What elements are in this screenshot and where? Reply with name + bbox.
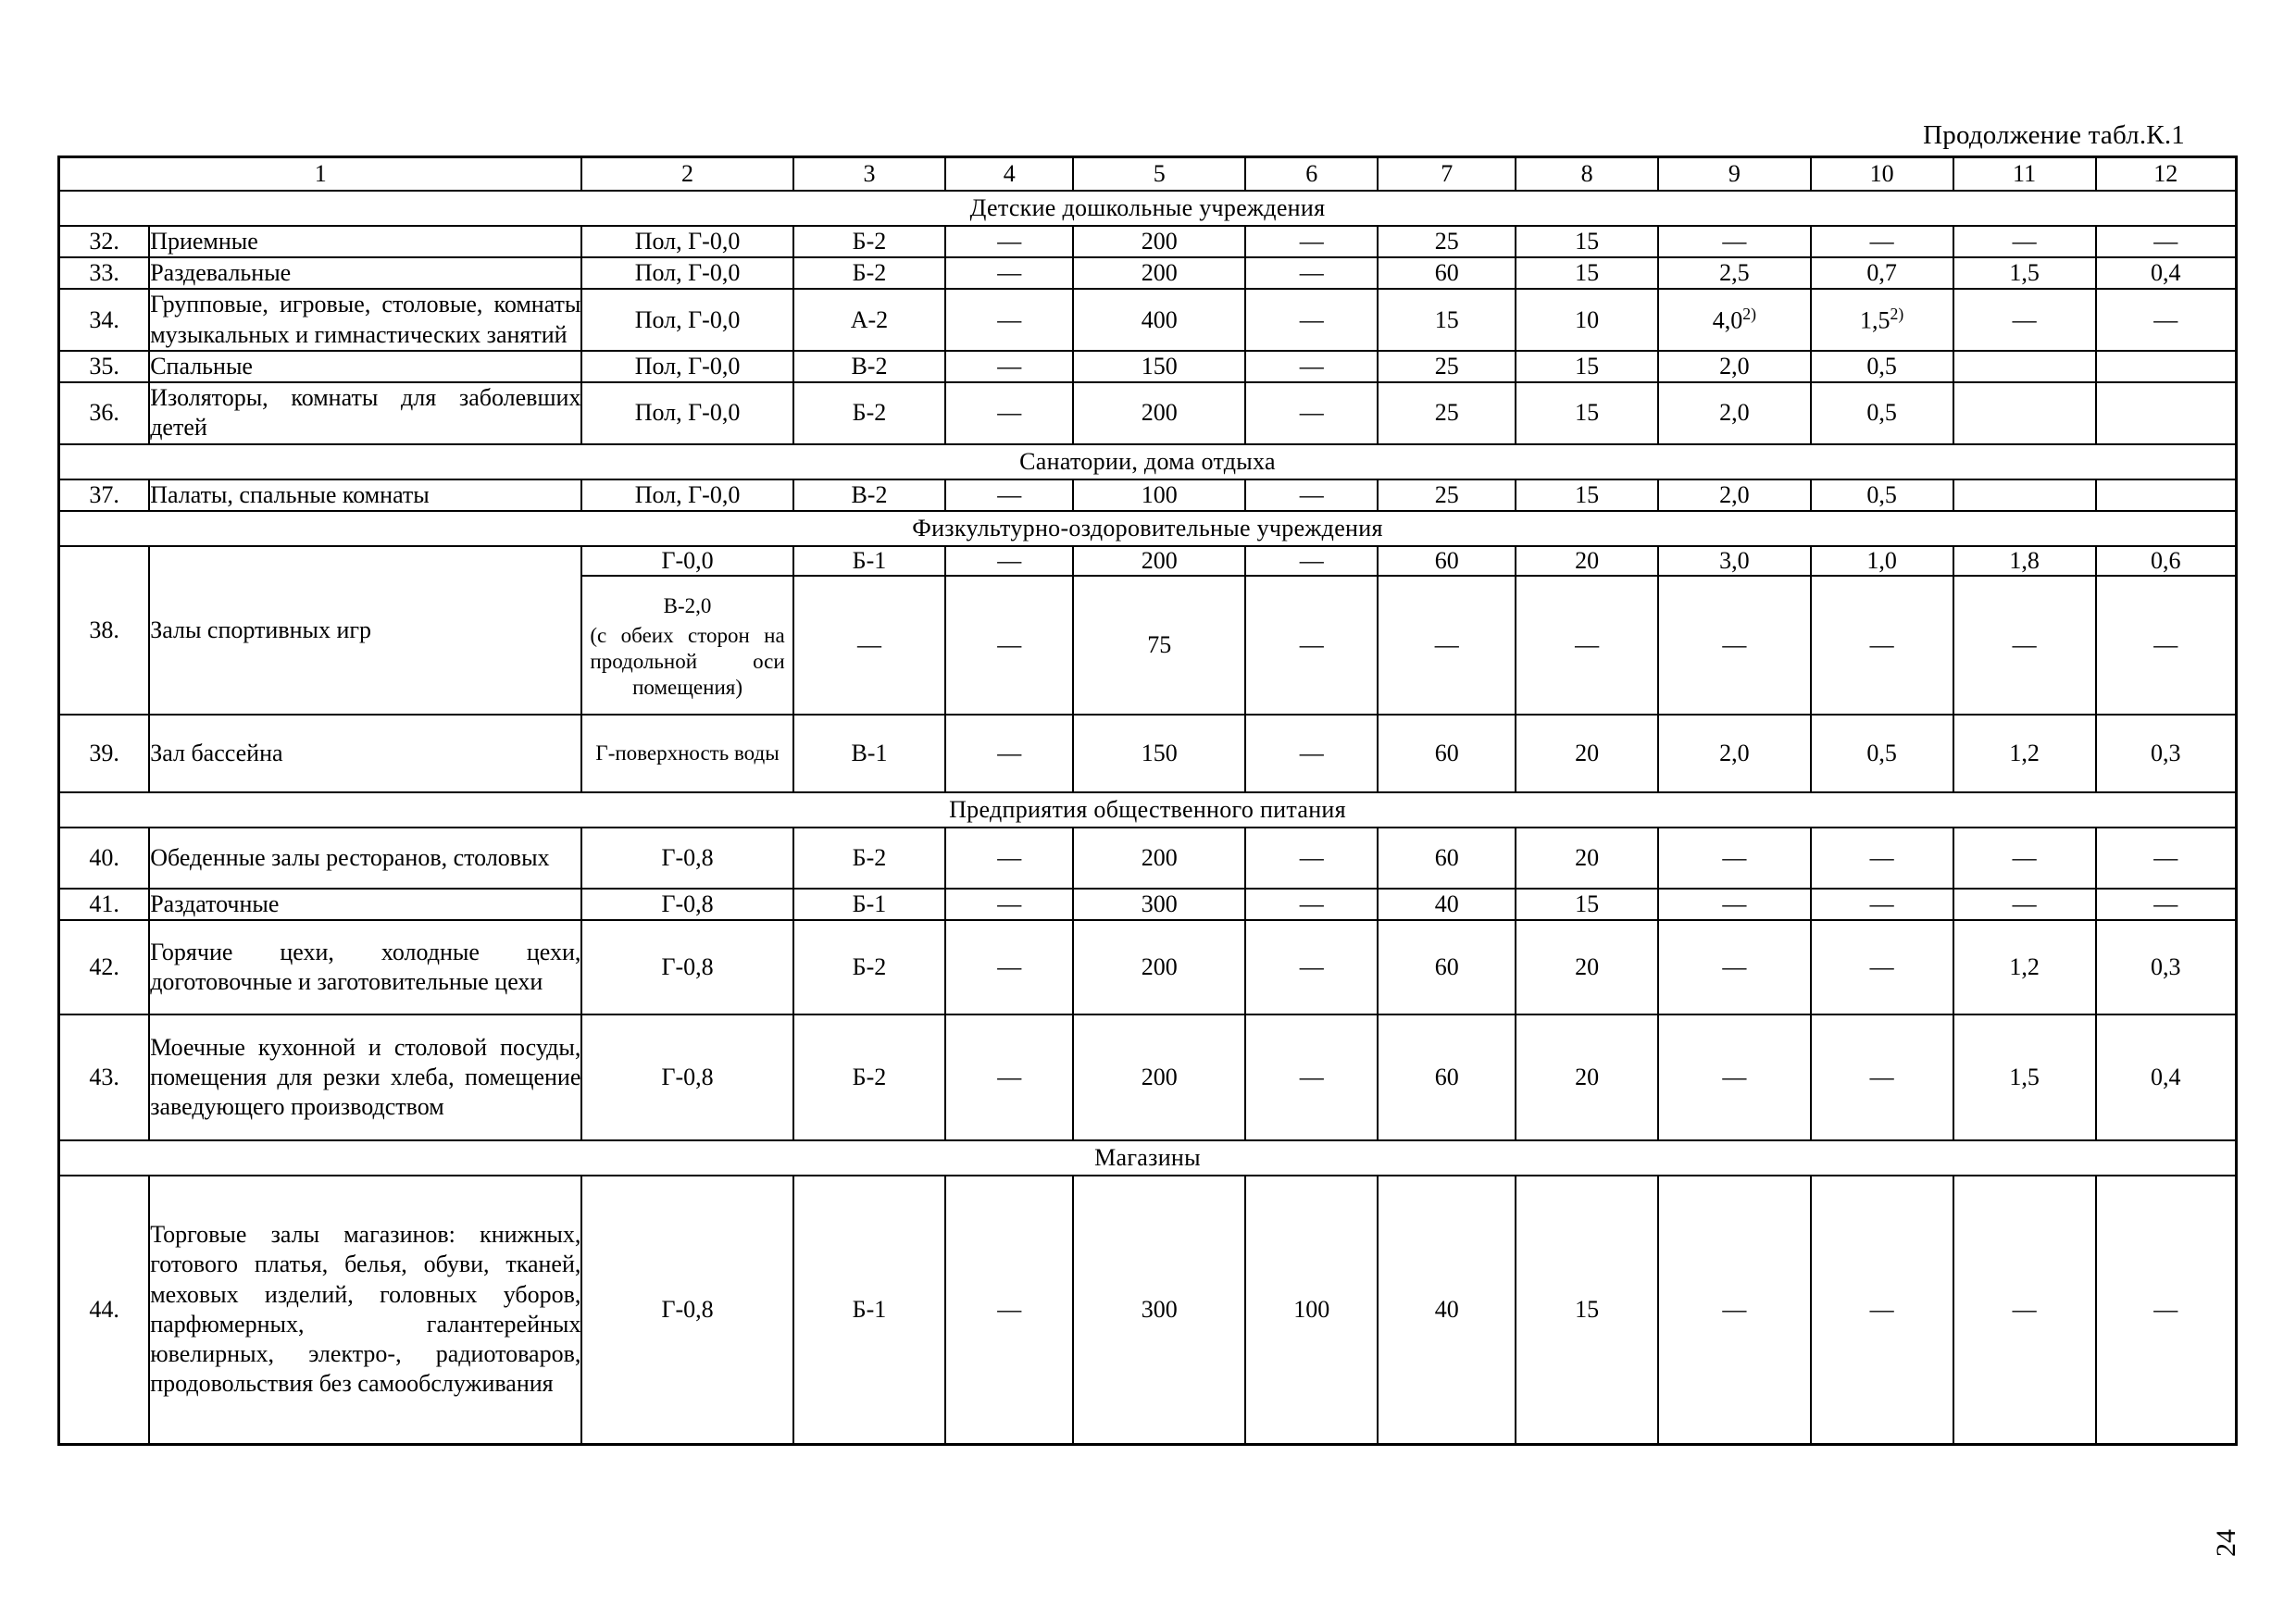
cell-col7: 15	[1378, 289, 1516, 350]
cell-col10: 1,0	[1811, 546, 1953, 576]
cell-col8: —	[1516, 576, 1658, 715]
cell-col7: 60	[1378, 920, 1516, 1014]
table-row	[59, 382, 2237, 443]
cell-col6: —	[1245, 920, 1378, 1014]
cell-col2: Г-0,8	[581, 1014, 792, 1140]
cell-col11: —	[1953, 828, 2096, 889]
header-cell-12: 12	[2096, 157, 2237, 192]
cell-col7: 40	[1378, 1176, 1516, 1444]
cell-col12: —	[2096, 889, 2237, 920]
cell-col7: 60	[1378, 546, 1516, 576]
cell-col4: —	[945, 1176, 1073, 1444]
cell-col8: 15	[1516, 226, 1658, 257]
cell-col5: 200	[1073, 382, 1245, 443]
cell-col12	[2096, 351, 2237, 382]
cell-col11: 1,5	[1953, 257, 2096, 289]
cell-col6: —	[1245, 889, 1378, 920]
cell-col8: 20	[1516, 920, 1658, 1014]
cell-col2: Г-0,8	[581, 920, 792, 1014]
cell-col2: Г-0,8	[581, 889, 792, 920]
cell-col9: —	[1658, 226, 1811, 257]
cell-col6: —	[1245, 1014, 1378, 1140]
header-cell-11: 11	[1953, 157, 2096, 192]
header-cell-10: 10	[1811, 157, 1953, 192]
cell-col6: —	[1245, 226, 1378, 257]
cell-col3: В-1	[793, 715, 946, 792]
cell-col12: 0,3	[2096, 715, 2237, 792]
row-number: 42.	[59, 920, 150, 1014]
row-number: 36.	[59, 382, 150, 443]
cell-col7: 60	[1378, 1014, 1516, 1140]
cell-col6: —	[1245, 828, 1378, 889]
cell-col6: 100	[1245, 1176, 1378, 1444]
cell-col3: —	[793, 576, 946, 715]
cell-col4: —	[945, 382, 1073, 443]
header-cell-4: 4	[945, 157, 1073, 192]
header-cell-9: 9	[1658, 157, 1811, 192]
cell-col10: 0,5	[1811, 715, 1953, 792]
cell-col10: —	[1811, 920, 1953, 1014]
cell-col5: 75	[1073, 576, 1245, 715]
row-name: Изоляторы, комнаты для заболевших детей	[149, 382, 581, 443]
cell-col3: Б-2	[793, 382, 946, 443]
table-row	[59, 226, 2237, 257]
cell-col5: 200	[1073, 1014, 1245, 1140]
cell-col5: 150	[1073, 715, 1245, 792]
row-name: Горячие цехи, холодные цехи, доготовочные и заготовительные цехи	[149, 920, 581, 1014]
cell-col10	[1811, 289, 1953, 350]
cell-col4: —	[945, 351, 1073, 382]
cell-col2: Пол, Г-0,0	[581, 257, 792, 289]
cell-col12: —	[2096, 226, 2237, 257]
cell-col10: —	[1811, 1014, 1953, 1140]
header-cell-6: 6	[1245, 157, 1378, 192]
cell-col11	[1953, 479, 2096, 511]
header-cell-5: 5	[1073, 157, 1245, 192]
cell-col10: —	[1811, 226, 1953, 257]
cell-col6: —	[1245, 351, 1378, 382]
row-name: Палаты, спальные комнаты	[149, 479, 581, 511]
cell-col7: 25	[1378, 382, 1516, 443]
cell-col12: —	[2096, 576, 2237, 715]
cell-col12: 0,4	[2096, 257, 2237, 289]
cell-col4: —	[945, 546, 1073, 576]
cell-col2: Пол, Г-0,0	[581, 289, 792, 350]
cell-col12: —	[2096, 289, 2237, 350]
cell-col9: 2,0	[1658, 479, 1811, 511]
cell-col6: —	[1245, 257, 1378, 289]
cell-col10-footnote: 2)	[1890, 305, 1904, 324]
cell-col10: —	[1811, 576, 1953, 715]
cell-col2: Г-поверхность воды	[581, 715, 792, 792]
cell-col12: 0,4	[2096, 1014, 2237, 1140]
cell-col9: 3,0	[1658, 546, 1811, 576]
cell-col10-value: 1,5	[1860, 307, 1890, 335]
cell-col7: —	[1378, 576, 1516, 715]
cell-col3: Б-1	[793, 1176, 946, 1444]
cell-col8: 20	[1516, 828, 1658, 889]
cell-col12	[2096, 382, 2237, 443]
row-name: Приемные	[149, 226, 581, 257]
cell-col6: —	[1245, 289, 1378, 350]
cell-col4: —	[945, 479, 1073, 511]
header-cell-8: 8	[1516, 157, 1658, 192]
cell-col7: 60	[1378, 257, 1516, 289]
cell-col3: Б-2	[793, 1014, 946, 1140]
cell-col9-value: 4,0	[1712, 307, 1743, 335]
cell-col6: —	[1245, 576, 1378, 715]
cell-col9: —	[1658, 920, 1811, 1014]
cell-col4: —	[945, 715, 1073, 792]
cell-col8: 20	[1516, 715, 1658, 792]
section-header-row	[59, 191, 2237, 226]
cell-col9-footnote: 2)	[1742, 305, 1756, 324]
continuation-label: Продолжение табл.К.1	[1923, 120, 2185, 150]
cell-col5: 400	[1073, 289, 1245, 350]
cell-col10: 0,5	[1811, 382, 1953, 443]
cell-col5: 300	[1073, 1176, 1245, 1444]
table-row	[59, 546, 2237, 576]
cell-col10: 0,5	[1811, 479, 1953, 511]
section-header-row	[59, 511, 2237, 546]
cell-col3: Б-1	[793, 889, 946, 920]
row-name: Залы спортивных игр	[149, 546, 581, 715]
row-number: 43.	[59, 1014, 150, 1140]
row-number: 34.	[59, 289, 150, 350]
cell-col2: Г-0,8	[581, 828, 792, 889]
cell-col6: —	[1245, 546, 1378, 576]
cell-col4: —	[945, 257, 1073, 289]
cell-col7: 25	[1378, 479, 1516, 511]
cell-col11: —	[1953, 1176, 2096, 1444]
cell-col9: 2,5	[1658, 257, 1811, 289]
row-number: 40.	[59, 828, 150, 889]
cell-col5: 100	[1073, 479, 1245, 511]
cell-col4: —	[945, 289, 1073, 350]
table-row	[59, 351, 2237, 382]
cell-col8: 15	[1516, 257, 1658, 289]
table-row	[59, 828, 2237, 889]
row-number: 39.	[59, 715, 150, 792]
cell-col8: 10	[1516, 289, 1658, 350]
row-number: 37.	[59, 479, 150, 511]
cell-col10: —	[1811, 1176, 1953, 1444]
cell-col9: 2,0	[1658, 351, 1811, 382]
table-header-row	[59, 157, 2237, 192]
cell-col3: Б-2	[793, 828, 946, 889]
cell-col5: 200	[1073, 920, 1245, 1014]
cell-col3: Б-1	[793, 546, 946, 576]
cell-col8: 20	[1516, 1014, 1658, 1140]
cell-col2-compound	[581, 576, 792, 715]
cell-col11	[1953, 351, 2096, 382]
cell-col5: 300	[1073, 889, 1245, 920]
cell-col4: —	[945, 226, 1073, 257]
cell-col5: 200	[1073, 546, 1245, 576]
cell-col12: —	[2096, 1176, 2237, 1444]
table-row	[59, 889, 2237, 920]
cell-col6: —	[1245, 382, 1378, 443]
cell-col9: —	[1658, 576, 1811, 715]
cell-col11: —	[1953, 226, 2096, 257]
header-cell-3: 3	[793, 157, 946, 192]
cell-col11: 1,5	[1953, 1014, 2096, 1140]
header-cell-7: 7	[1378, 157, 1516, 192]
cell-col7: 60	[1378, 715, 1516, 792]
row-number: 44.	[59, 1176, 150, 1444]
cell-col9	[1658, 289, 1811, 350]
cell-col11: 1,2	[1953, 715, 2096, 792]
row-name: Раздаточные	[149, 889, 581, 920]
cell-col2-main: В-2,0	[663, 594, 712, 617]
cell-col12: —	[2096, 828, 2237, 889]
cell-col8: 15	[1516, 1176, 1658, 1444]
cell-col9: —	[1658, 1014, 1811, 1140]
lighting-norms-table	[57, 156, 2238, 1446]
header-cell-1: 1	[59, 157, 582, 192]
cell-col2-note: (с обеих сторон на продольной оси помещения)	[590, 623, 785, 699]
row-number: 32.	[59, 226, 150, 257]
cell-col11: —	[1953, 576, 2096, 715]
cell-col12	[2096, 479, 2237, 511]
table-row	[59, 920, 2237, 1014]
cell-col7: 40	[1378, 889, 1516, 920]
cell-col10: —	[1811, 889, 1953, 920]
table-row	[59, 257, 2237, 289]
section-header-row	[59, 792, 2237, 828]
cell-col8: 15	[1516, 382, 1658, 443]
row-name: Зал бассейна	[149, 715, 581, 792]
cell-col8: 15	[1516, 479, 1658, 511]
cell-col10: 0,5	[1811, 351, 1953, 382]
cell-col2: Г-0,8	[581, 1176, 792, 1444]
table-row	[59, 715, 2237, 792]
cell-col11: 1,2	[1953, 920, 2096, 1014]
section-title: Магазины	[59, 1140, 2237, 1176]
cell-col9: 2,0	[1658, 715, 1811, 792]
cell-col11: 1,8	[1953, 546, 2096, 576]
cell-col10: 0,7	[1811, 257, 1953, 289]
section-title: Детские дошкольные учреждения	[59, 191, 2237, 226]
cell-col8: 15	[1516, 351, 1658, 382]
cell-col4: —	[945, 889, 1073, 920]
row-number: 38.	[59, 546, 150, 715]
cell-col8: 15	[1516, 889, 1658, 920]
cell-col11	[1953, 382, 2096, 443]
table-container	[57, 156, 2238, 1446]
cell-col3: В-2	[793, 479, 946, 511]
cell-col11: —	[1953, 289, 2096, 350]
row-number: 33.	[59, 257, 150, 289]
cell-col9: —	[1658, 828, 1811, 889]
cell-col3: Б-2	[793, 920, 946, 1014]
section-title: Предприятия общественного питания	[59, 792, 2237, 828]
table-row	[59, 289, 2237, 350]
cell-col9: —	[1658, 1176, 1811, 1444]
cell-col12: 0,3	[2096, 920, 2237, 1014]
row-name: Моечные кухонной и столовой посуды, помещения для резки хлеба, помещение заведующего производством	[149, 1014, 581, 1140]
table-row	[59, 1014, 2237, 1140]
cell-col5: 200	[1073, 828, 1245, 889]
cell-col2: Пол, Г-0,0	[581, 479, 792, 511]
cell-col2: Г-0,0	[581, 546, 792, 576]
row-name: Групповые, игровые, столовые, комнаты музыкальных и гимнастических занятий	[149, 289, 581, 350]
cell-col9: 2,0	[1658, 382, 1811, 443]
cell-col7: 60	[1378, 828, 1516, 889]
cell-col5: 150	[1073, 351, 1245, 382]
cell-col6: —	[1245, 715, 1378, 792]
cell-col11: —	[1953, 889, 2096, 920]
table-row	[59, 1176, 2237, 1444]
section-title: Санатории, дома отдыха	[59, 444, 2237, 479]
section-title: Физкультурно-оздоровительные учреждения	[59, 511, 2237, 546]
header-cell-2: 2	[581, 157, 792, 192]
cell-col4: —	[945, 828, 1073, 889]
cell-col3: Б-2	[793, 226, 946, 257]
row-number: 41.	[59, 889, 150, 920]
cell-col9: —	[1658, 889, 1811, 920]
cell-col3: Б-2	[793, 257, 946, 289]
cell-col3: А-2	[793, 289, 946, 350]
row-name: Торговые залы магазинов: книжных, готового платья, белья, обуви, тканей, меховых изделий, головных уборов, парфюмерных, галантерейных ювелирных, электро-, радиотоваров, продовольствия без самообслуживания	[149, 1176, 581, 1444]
row-number: 35.	[59, 351, 150, 382]
cell-col7: 25	[1378, 226, 1516, 257]
table-row	[59, 479, 2237, 511]
cell-col2: Пол, Г-0,0	[581, 351, 792, 382]
cell-col8: 20	[1516, 546, 1658, 576]
page-number: 24	[2211, 1529, 2241, 1557]
cell-col12: 0,6	[2096, 546, 2237, 576]
cell-col4: —	[945, 920, 1073, 1014]
cell-col5: 200	[1073, 226, 1245, 257]
section-header-row	[59, 1140, 2237, 1176]
cell-col10: —	[1811, 828, 1953, 889]
cell-col5: 200	[1073, 257, 1245, 289]
cell-col2: Пол, Г-0,0	[581, 382, 792, 443]
cell-col3: В-2	[793, 351, 946, 382]
cell-col7: 25	[1378, 351, 1516, 382]
row-name: Спальные	[149, 351, 581, 382]
cell-col2: Пол, Г-0,0	[581, 226, 792, 257]
row-name: Обеденные залы ресторанов, столовых	[149, 828, 581, 889]
section-header-row	[59, 444, 2237, 479]
row-name: Раздевальные	[149, 257, 581, 289]
cell-col4: —	[945, 576, 1073, 715]
cell-col4: —	[945, 1014, 1073, 1140]
cell-col6: —	[1245, 479, 1378, 511]
